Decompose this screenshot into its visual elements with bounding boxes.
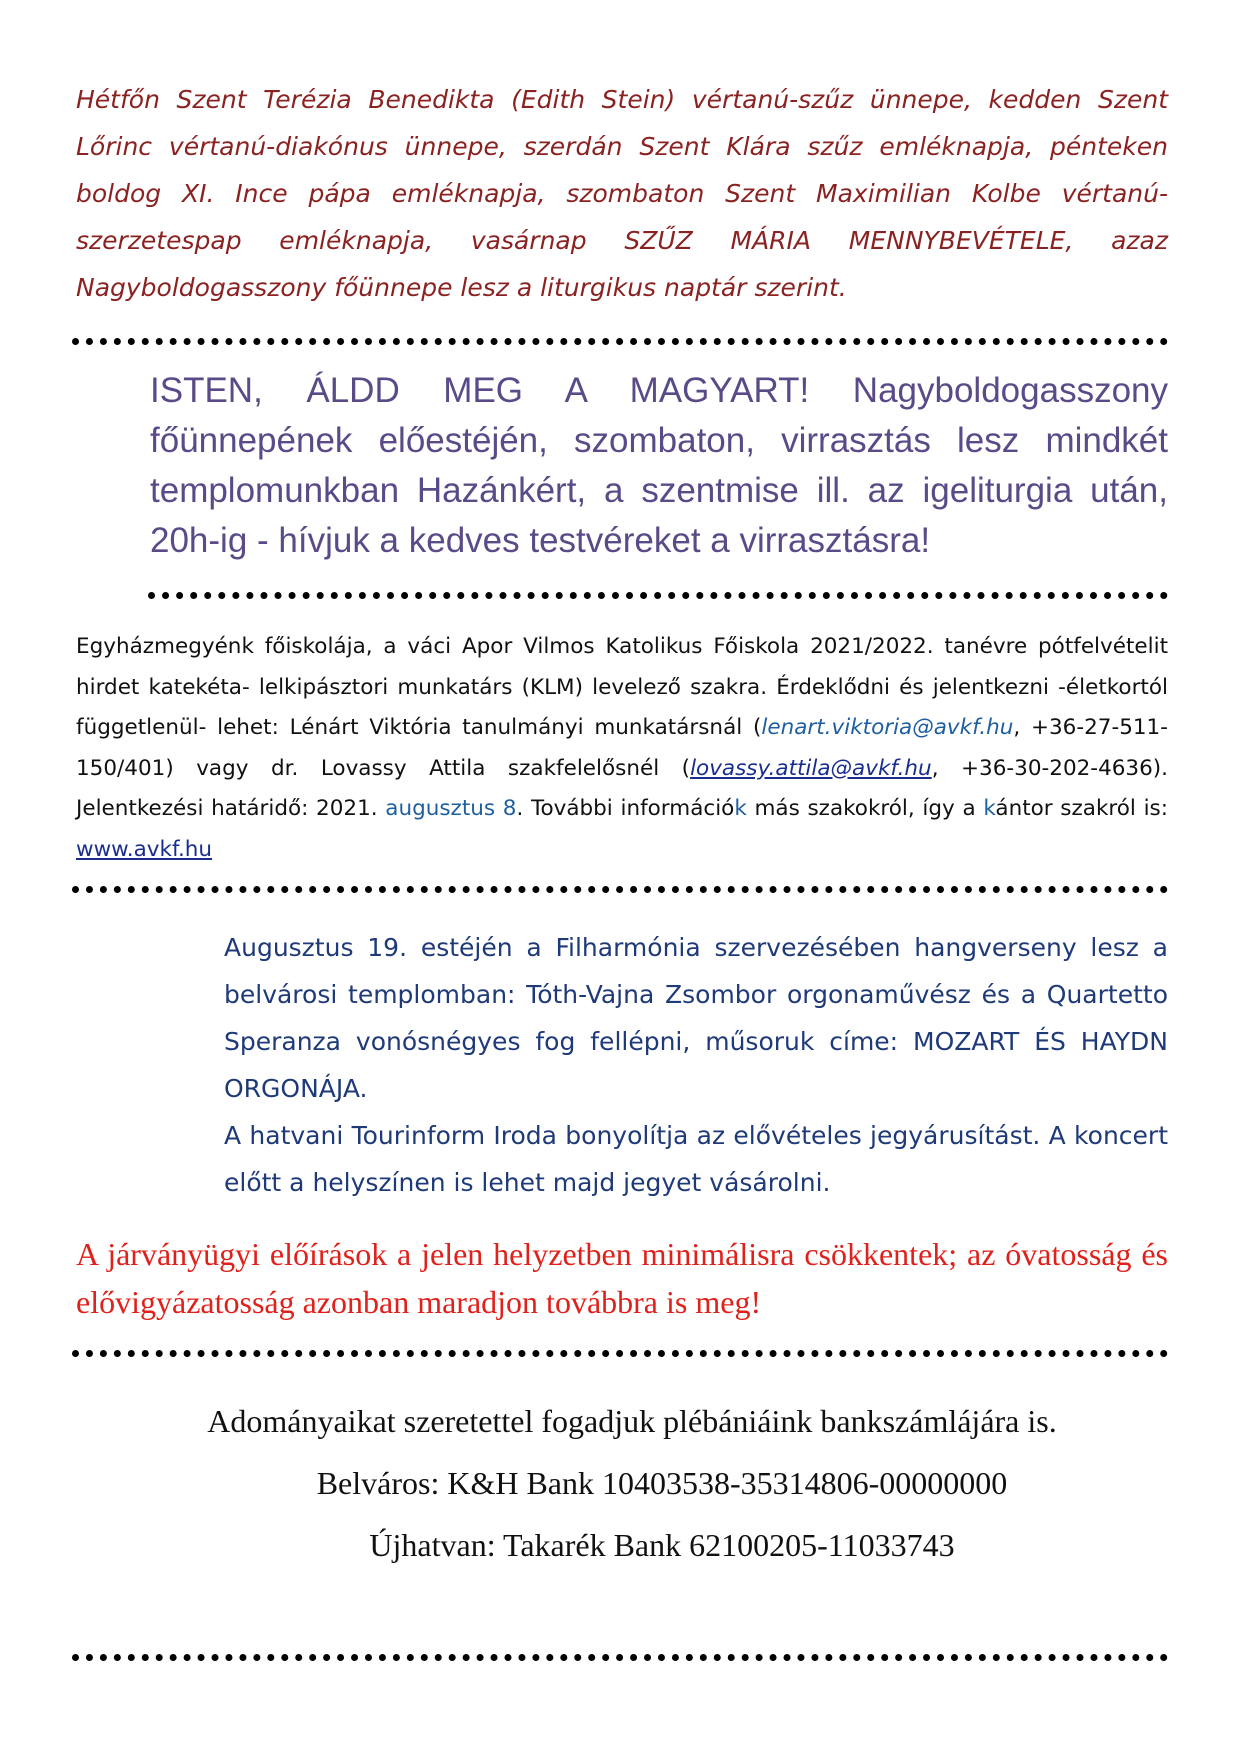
dotted-divider-2 (148, 592, 1168, 599)
school-text-6: ántor szakról is: (995, 796, 1169, 821)
donation-intro: Adományaikat szeretettel fogadjuk plébániáink bankszámlájára is. (207, 1403, 1057, 1439)
college-admission-paragraph (76, 627, 1168, 870)
email-lovassy-link[interactable]: lovassy.attila@avkf.hu (690, 755, 932, 781)
dotted-divider-1 (72, 338, 1168, 345)
dotted-divider-4 (72, 1350, 1168, 1357)
bank-account-belvaros: Belváros: K&H Bank 10403538-35314806-00000000 (316, 1465, 1008, 1501)
school-letter-k2: k (983, 796, 996, 821)
school-letter-k1: k (734, 796, 747, 821)
concert-announcement (224, 924, 1168, 1206)
concert-paragraph-1: Augusztus 19. estéjén a Filharmónia szervezésében hangverseny lesz a belvárosi templomban: Tóth-Vajna Zsombor orgonaművész és a Quartetto Speranza vonósnégyes fog fellépni, műsoruk címe: MOZART ÉS HAYDN ORGONÁJA. (224, 933, 1168, 1103)
website-link[interactable]: www.avkf.hu (76, 836, 213, 862)
school-text-5: más szakokról, így a (746, 796, 984, 821)
feast-days-paragraph: Hétfőn Szent Terézia Benedikta (Edith Stein) vértanú-szűz ünnepe, kedden Szent Lőrinc vértanú-diakónus ünnepe, szerdán Szent Klára szűz emléknapja, pénteken boldog XI. Ince pápa emléknapja, szombaton Szent Maximilian Kolbe vértanú-szerzetespap emléknapja, vasárnap SZŰZ MÁRIA MENNYBEVÉTELE, azaz Nagyboldogasszony főünnepe lesz a liturgikus naptár szerint. (76, 85, 1168, 302)
bank-account-ujhatvan: Újhatvan: Takarék Bank 62100205-11033743 (369, 1527, 955, 1563)
concert-paragraph-2: A hatvani Tourinform Iroda bonyolítja az elővételes jegyárusítást. A koncert előtt a helyszínen is lehet majd jegyet vásárolni. (224, 1121, 1168, 1197)
school-text-1: Egyházmegyénk főiskolája, a váci Apor Vilmos Katolikus Főiskola 2021/2022. tanévre pótfelvételit hirdet katekéta- lelkipásztori munkatárs (KLM) levelező szakra. Érdeklődni és jelentkezni -életkortól függetlenül- lehet: Lénárt Viktória tanulmányi munkatársnál ( (76, 634, 1168, 740)
school-text-3: , +36-30-202-4636). Jelentkezési határidő: 2021. (76, 755, 1169, 821)
dotted-divider-3 (72, 886, 1168, 893)
deadline-date: augusztus 8 (385, 796, 517, 821)
donation-section (76, 1390, 1168, 1576)
vigil-announcement: ISTEN, ÁLDD MEG A MAGYART! Nagyboldogasszony főünnepének előestéjén, szombaton, virrasztás lesz mindkét templomunkban Hazánkért, a szentmise ill. az igeliturgia után, 20h-ig - hívjuk a kedves testvéreket a virrasztásra! (150, 371, 1168, 560)
covid-notice: A járványügyi előírások a jelen helyzetben minimálisra csökkentek; az óvatosság és elővigyázatosság azonban maradjon továbbra is meg! (76, 1236, 1168, 1320)
school-text-4: . További információ (516, 796, 735, 821)
school-text-2: , +36-27-511-150/401) vagy dr. Lovassy Attila szakfelelősnél ( (76, 715, 1168, 781)
email-lenart-link[interactable]: lenart.viktoria@avkf.hu (761, 715, 1014, 740)
dotted-divider-5 (72, 1654, 1168, 1661)
